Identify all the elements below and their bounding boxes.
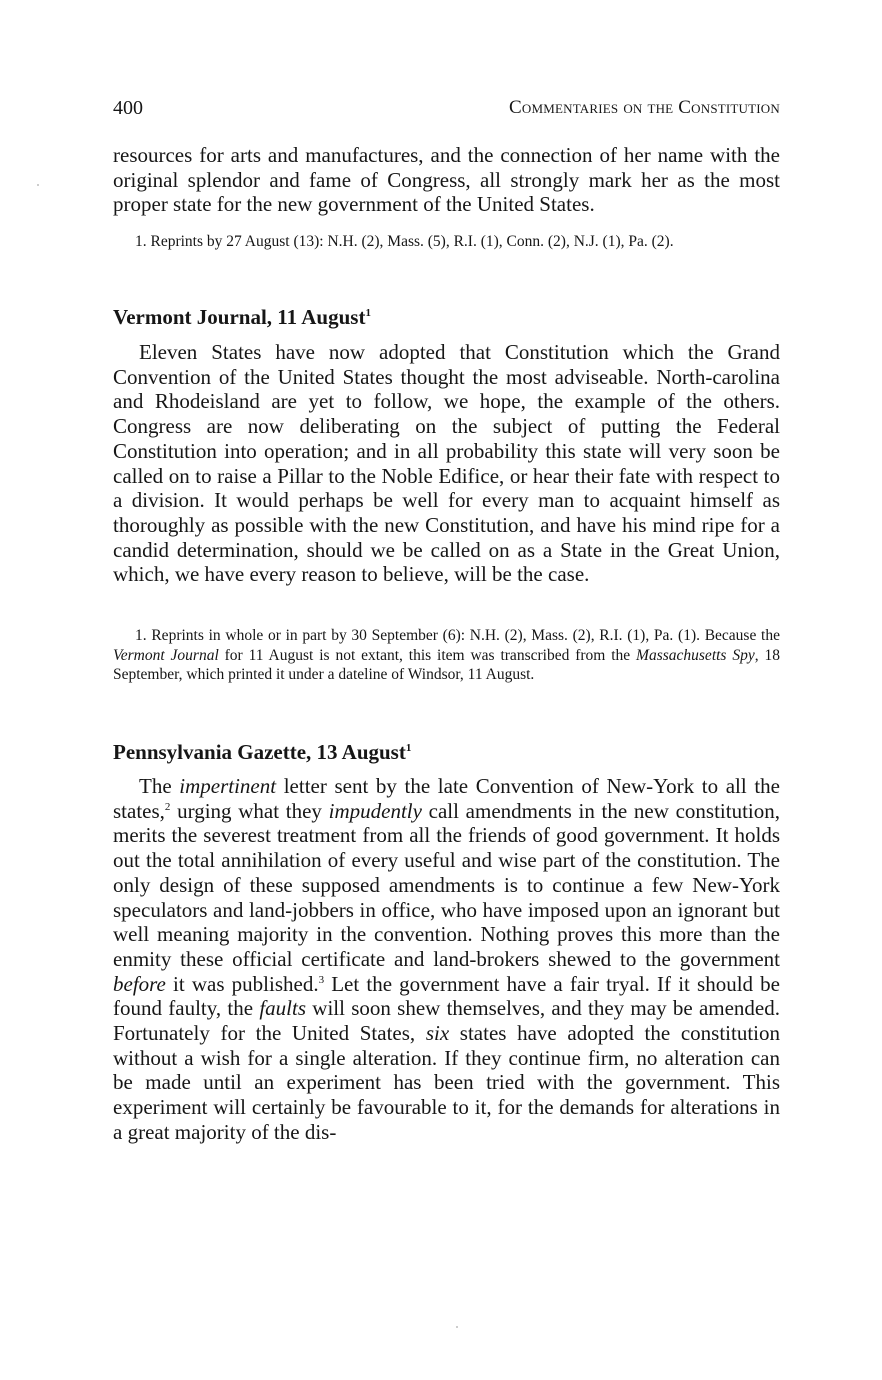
footnote-text: 1. Reprints in whole or in part by 30 September (6): N.H. (2), Mass. (2), R.I. (1), Pa. (1). Because the [135, 627, 780, 644]
scan-speck [37, 184, 39, 186]
footnote-mark: 3 [318, 973, 325, 986]
paragraph-text: urging what they [170, 798, 329, 823]
footnote-italic-title: Massachusetts Spy [636, 646, 755, 664]
footnote-reprints-27-august: 1. Reprints by 27 August (13): N.H. (2), Mass. (5), R.I. (1), Conn. (2), N.J. (1), Pa. (2). [135, 233, 674, 250]
running-head [113, 95, 780, 121]
paragraph-text: will soon shew themselves, and they may be amended. Fortunately for the United States, [113, 996, 780, 1046]
emphasis: impertinent [179, 774, 277, 798]
continuation-paragraph: resources for arts and manufactures, and the connection of her name with the original splendor and fame of Congress, all strongly mark her as the most proper state for the new government of the United States. [113, 143, 780, 217]
section-heading-pennsylvania-gazette [113, 739, 780, 765]
emphasis: impudently [328, 798, 422, 823]
pennsylvania-gazette-paragraph [113, 774, 780, 1145]
footnote-text: , 18 September, which printed it under a dateline of Windsor, 11 August. [113, 646, 780, 683]
footnote-italic-title: Vermont Journal [113, 646, 219, 664]
scan-speck [456, 1326, 458, 1328]
section-heading-vermont-journal [113, 304, 780, 330]
emphasis: before [113, 971, 166, 996]
vermont-journal-paragraph: Eleven States have now adopted that Constitution which the Grand Convention of the United States thought the most adviseable. North-carolina and Rhodeisland are yet to follow, we hope, the example of the others. Congress are now deliberating on the subject of putting the Federal Constitution into operation; and in all probability this state will very soon be called on to raise a Pillar to the Noble Edifice, or hear their fate with respect to a division. It would perhaps be well for every man to acquaint himself as thoroughly as possible with the new Constitution, and have his mind ripe for a candid determination, should we be called on as a State in the Great Union, which, we have every reason to believe, will be the case. [113, 340, 780, 587]
paragraph-text: letter sent by the late Convention of New-York to all the states, [113, 774, 780, 823]
emphasis: faults [259, 996, 307, 1021]
footnote-mark: 1 [405, 742, 412, 754]
paragraph-text: call amendments in the new constitution, merits the severest treatment from all the friends of good government. It holds out the total annihilation of every useful and wise part of the constitution. The only design of these supposed amendments is to continue a few New-York speculators and land-jobbers in office, who have imposed upon an ignorant but well meaning majority in the convention. Nothing proves this more than the enmity these official certificate and land-brokers shewed to the government [113, 798, 780, 971]
running-title: Commentaries on the Constitution [509, 97, 780, 118]
footnote-text: for 11 August is not extant, this item was transcribed from the [218, 646, 637, 664]
heading-text: Pennsylvania Gazette, 13 August [113, 740, 406, 764]
paragraph-text: states have adopted the constitution without a wish for a single alteration. If they continue firm, no alteration can be made until an experiment has been tried with the government. This experiment will certainly be favourable to it, for the demands for alterations in a great majority of the dis- [113, 1021, 781, 1144]
emphasis: six [425, 1021, 450, 1046]
footnote-mark: 2 [164, 800, 171, 813]
paragraph-text: it was published. [165, 971, 319, 996]
paragraph-text: Let the government have a fair tryal. If it should be found faulty, the [113, 971, 780, 1021]
footnote-vermont-journal [113, 626, 780, 685]
paragraph-text: The [139, 774, 180, 798]
heading-text: Vermont Journal, 11 August [113, 305, 366, 329]
footnote-mark: 1 [365, 307, 371, 319]
page-number: 400 [113, 97, 143, 119]
